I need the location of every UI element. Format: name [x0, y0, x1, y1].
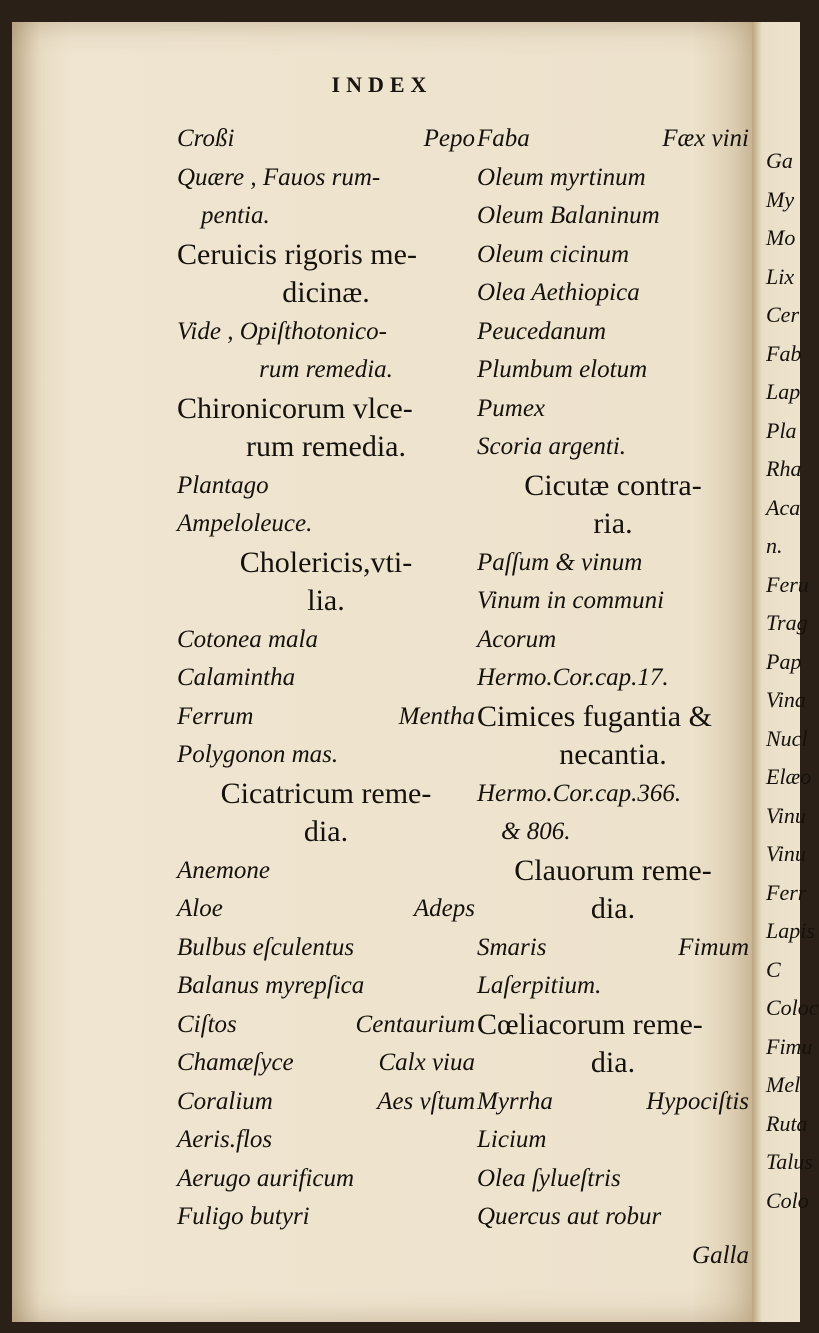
index-entry	[177, 1006, 475, 1045]
index-entry: Licium	[477, 1126, 547, 1153]
index-entry-term-secondary: Pepo	[423, 125, 475, 152]
index-entry-term: Chamæſyce	[177, 1049, 294, 1076]
index-entry: Cotonea mala	[177, 625, 318, 653]
index-entry: Plantago	[177, 471, 269, 499]
index-entry-term-secondary: Fimum	[678, 933, 749, 961]
index-entry: Aeris.flos	[177, 1126, 273, 1153]
facing-page-fragment: Aca	[766, 494, 801, 520]
facing-page-fragment: Vina	[766, 687, 806, 712]
page-header: INDEX	[331, 72, 433, 97]
index-entry: & 806.	[501, 818, 571, 845]
index-entry: Ceruicis rigoris me-	[177, 237, 417, 271]
index-entry-term: Myrrha	[477, 1087, 553, 1115]
index-entry	[177, 698, 475, 737]
index-entry-term-secondary: Adeps	[413, 895, 475, 922]
index-entry: Cœliacorum reme-	[477, 1007, 703, 1041]
facing-page-fragment: Vinu	[766, 841, 806, 866]
index-entry: Pumex	[477, 394, 546, 422]
index-entry: Cholericis,vti-	[239, 545, 413, 579]
index-entry: Olea Aethiopica	[477, 279, 640, 306]
index-entry	[177, 120, 475, 159]
index-entry: Oleum myrtinum	[477, 163, 646, 191]
index-entry-term: Ferrum	[177, 702, 254, 730]
index-entry-term-secondary: Fæx vini	[662, 125, 749, 152]
facing-page-fragment: Rha	[766, 456, 802, 481]
index-entry-term-secondary: Centaurium	[355, 1010, 475, 1038]
index-entry	[477, 120, 749, 159]
facing-page-fragment: Fimu	[766, 1033, 813, 1059]
index-entry: Cicutæ contra-	[524, 468, 702, 502]
index-entry	[477, 1083, 749, 1122]
index-entry-term: Croßi	[177, 125, 235, 152]
facing-page-fragment: Ferr	[766, 879, 807, 905]
index-entry: dia.	[590, 892, 636, 925]
index-entry	[477, 929, 749, 968]
index-entry: Cicatricum reme-	[220, 776, 432, 810]
index-entry: Cimices fugantia &	[477, 699, 712, 733]
index-entry: Olea ſylueſtris	[477, 1164, 621, 1192]
facing-page-fragment: Trag	[766, 610, 808, 635]
index-entry: Quære , Fauos rum-	[177, 163, 381, 191]
index-entry	[177, 1044, 475, 1083]
index-entry-term-secondary: Aes vſtum	[377, 1087, 475, 1115]
index-entry-term: Coralium	[177, 1087, 273, 1115]
index-entry: Ampeloleuce.	[177, 510, 313, 537]
index-entry: Oleum cicinum	[477, 240, 630, 268]
index-entry: Hermo.Cor.cap.366.	[477, 779, 682, 807]
facing-page-fragment: Lix	[766, 263, 795, 289]
index-entry: rum remedia.	[259, 356, 393, 383]
facing-page-fragment: Feru	[766, 571, 809, 597]
index-entry: Balanus myrepſica	[177, 972, 365, 999]
facing-page-fragment: C	[766, 956, 781, 982]
index-entry: Calamintha	[177, 664, 296, 691]
index-entry-term-secondary: Mentha	[398, 702, 475, 730]
index-entry: Oleum Balaninum	[477, 202, 660, 229]
index-entry: Vinum in communi	[477, 587, 665, 614]
index-entry: pentia.	[201, 202, 270, 229]
index-entry: Peucedanum	[477, 317, 607, 345]
facing-page-fragment: Ga	[766, 148, 793, 173]
facing-page-fragment: Pla	[766, 417, 797, 443]
facing-page-fragment: Lap	[766, 379, 801, 404]
facing-page-fragment: Nucl	[766, 725, 808, 751]
book-page	[12, 22, 752, 1322]
index-column-left	[177, 120, 475, 1237]
index-entry: Chironicorum vlce-	[177, 391, 413, 425]
facing-page-fragment: Fab	[766, 340, 802, 366]
index-entry: necantia.	[559, 738, 667, 771]
index-entry-term: Smaris	[477, 933, 547, 961]
index-entry-term: Aloe	[177, 895, 223, 922]
facing-page-edge	[752, 22, 819, 1322]
index-entry: Fuligo butyri	[177, 1203, 310, 1230]
facing-page-fragment: Colo	[766, 1187, 809, 1213]
facing-page-fragment: Mel	[766, 1072, 801, 1097]
index-entry-term: Ciſtos	[177, 1010, 237, 1038]
facing-page-fragment: Lapis	[766, 918, 815, 943]
index-entry-term-secondary: Calx viua	[378, 1049, 475, 1076]
facing-page-fragment: Mo	[766, 225, 796, 250]
index-entry: ria.	[593, 507, 633, 540]
index-entry: rum remedia.	[246, 430, 406, 463]
facing-page-fragment: My	[766, 186, 795, 212]
facing-page-fragment: n.	[766, 533, 783, 558]
facing-page-fragment: Pap	[766, 648, 802, 674]
index-entry: Paſſum & vinum	[477, 548, 643, 576]
index-entry: Plumbum elotum	[477, 356, 648, 383]
index-entry: Anemone	[177, 856, 271, 884]
index-entry: dicinæ.	[282, 276, 370, 309]
index-entry	[177, 1083, 475, 1122]
index-entry: dia.	[590, 1046, 636, 1079]
index-entry: Scoria argenti.	[477, 433, 627, 460]
index-entry: dia.	[303, 815, 349, 848]
index-entry	[177, 890, 475, 929]
index-entry: Galla	[692, 1241, 749, 1269]
index-entry: lia.	[307, 584, 345, 617]
facing-page-fragment: Ruta	[766, 1110, 808, 1136]
facing-page-fragment: Vinu	[766, 802, 806, 828]
index-entry: Quercus aut robur	[477, 1203, 662, 1230]
facing-page-fragment: Talus	[766, 1149, 813, 1174]
facing-page-fragment: Coloc	[766, 995, 819, 1020]
index-entry: Bulbus eſculentus	[177, 933, 355, 961]
index-entry: Laſerpitium.	[477, 972, 602, 999]
index-entry: Acorum	[477, 625, 557, 653]
index-column-right	[477, 120, 749, 1275]
index-entry: Polygonon mas.	[177, 741, 339, 768]
facing-page-fragment: Elæo	[766, 764, 812, 789]
index-entry-term: Faba	[477, 125, 530, 152]
index-entry: Aerugo aurificum	[177, 1164, 355, 1192]
index-entry: Vide , Opiſthotonico-	[177, 317, 387, 345]
index-entry: Clauorum reme-	[514, 853, 712, 887]
index-entry: Hermo.Cor.cap.17.	[477, 664, 669, 691]
index-entry-term-secondary: Hypociſtis	[646, 1087, 749, 1115]
facing-page-fragment: Cer	[766, 302, 799, 327]
